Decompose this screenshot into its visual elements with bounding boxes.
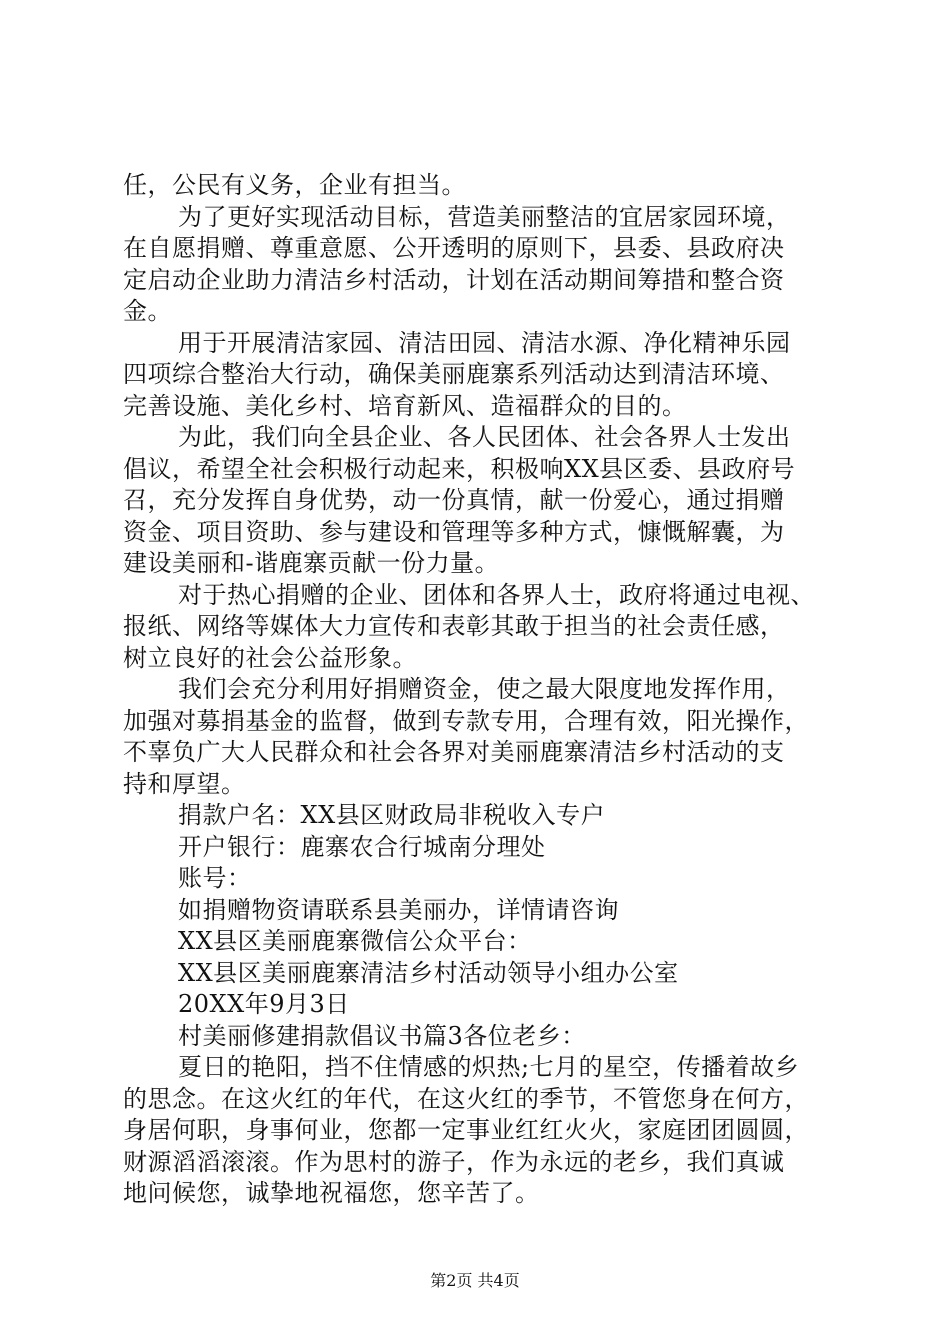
text-line: 捐款户名：XX县区财政局非税收入专户: [178, 801, 606, 829]
text-line: 完善设施、美化乡村、培育新风、造福群众的目的。: [123, 391, 687, 420]
text-line: 召，充分发挥自身优势，动一份真情，献一份爱心，通过捐赠: [123, 486, 785, 514]
text-line: 持和厚望。: [123, 769, 246, 798]
text-line: XX县区美丽鹿寨微信公众平台：: [178, 927, 532, 955]
text-line: 加强对募捐基金的监督，做到专款专用，合理有效，阳光操作，: [123, 706, 809, 735]
text-line: 身居何职，身事何业，您都一定事业红红火火，家庭团团圆圆，: [123, 1116, 809, 1144]
text-line: 树立良好的社会公益形象。: [123, 643, 417, 672]
text-line: 20XX年9月3日: [178, 990, 350, 1018]
text-line: 定启动企业助力清洁乡村活动，计划在活动期间筹措和整合资: [123, 265, 785, 294]
text-line: XX县区美丽鹿寨清洁乡村活动领导小组办公室: [178, 958, 679, 987]
text-line: 不辜负广大人民群众和社会各界对美丽鹿寨清洁乡村活动的支: [123, 738, 785, 766]
text-line: 开户银行：鹿寨农合行城南分理处: [178, 832, 546, 861]
page-footer: 第2页 共4页: [430, 1271, 520, 1290]
text-line: 的思念。在这火红的年代，在这火红的季节，不管您身在何方，: [123, 1084, 809, 1113]
text-line: 为此，我们向全县企业、各人民团体、社会各界人士发出: [178, 423, 791, 451]
text-line: 在自愿捐赠、尊重意愿、公开透明的原则下，县委、县政府决: [123, 234, 785, 262]
text-line: 任，公民有义务，企业有担当。: [123, 171, 466, 199]
text-line: 报纸、网络等媒体大力宣传和表彰其敢于担当的社会责任感，: [123, 612, 785, 640]
text-line: 对于热心捐赠的企业、团体和各界人士，政府将通过电视、: [178, 580, 815, 609]
text-line: 账号：: [178, 864, 252, 892]
text-line: 用于开展清洁家园、清洁田园、清洁水源、净化精神乐园: [178, 328, 791, 357]
text-line: 地问候您，诚挚地祝福您，您辛苦了。: [123, 1179, 540, 1207]
text-line: 为了更好实现活动目标，营造美丽整洁的宜居家园环境，: [178, 202, 791, 231]
text-line: 我们会充分利用好捐赠资金，使之最大限度地发挥作用，: [178, 675, 791, 703]
text-line: 倡议，希望全社会积极行动起来，积极响XX县区委、县政府号: [123, 454, 796, 483]
text-line: 如捐赠物资请联系县美丽办，详情请咨询: [178, 895, 619, 924]
text-line: 夏日的艳阳，挡不住情感的炽热;七月的星空，传播着故乡: [178, 1053, 800, 1081]
text-line: 财源滔滔滚滚。作为思村的游子，作为永远的老乡，我们真诚: [123, 1147, 785, 1176]
text-line: 金。: [123, 297, 172, 325]
text-line: 建设美丽和-谐鹿寨贡献一份力量。: [123, 549, 500, 577]
text-line: 村美丽修建捐款倡议书篇3各位老乡：: [178, 1021, 586, 1050]
text-line: 四项综合整治大行动，确保美丽鹿寨系列活动达到清洁环境、: [123, 360, 785, 388]
text-line: 资金、项目资助、参与建设和管理等多种方式，慷慨解囊，为: [123, 517, 785, 546]
document-body: [123, 170, 833, 1210]
